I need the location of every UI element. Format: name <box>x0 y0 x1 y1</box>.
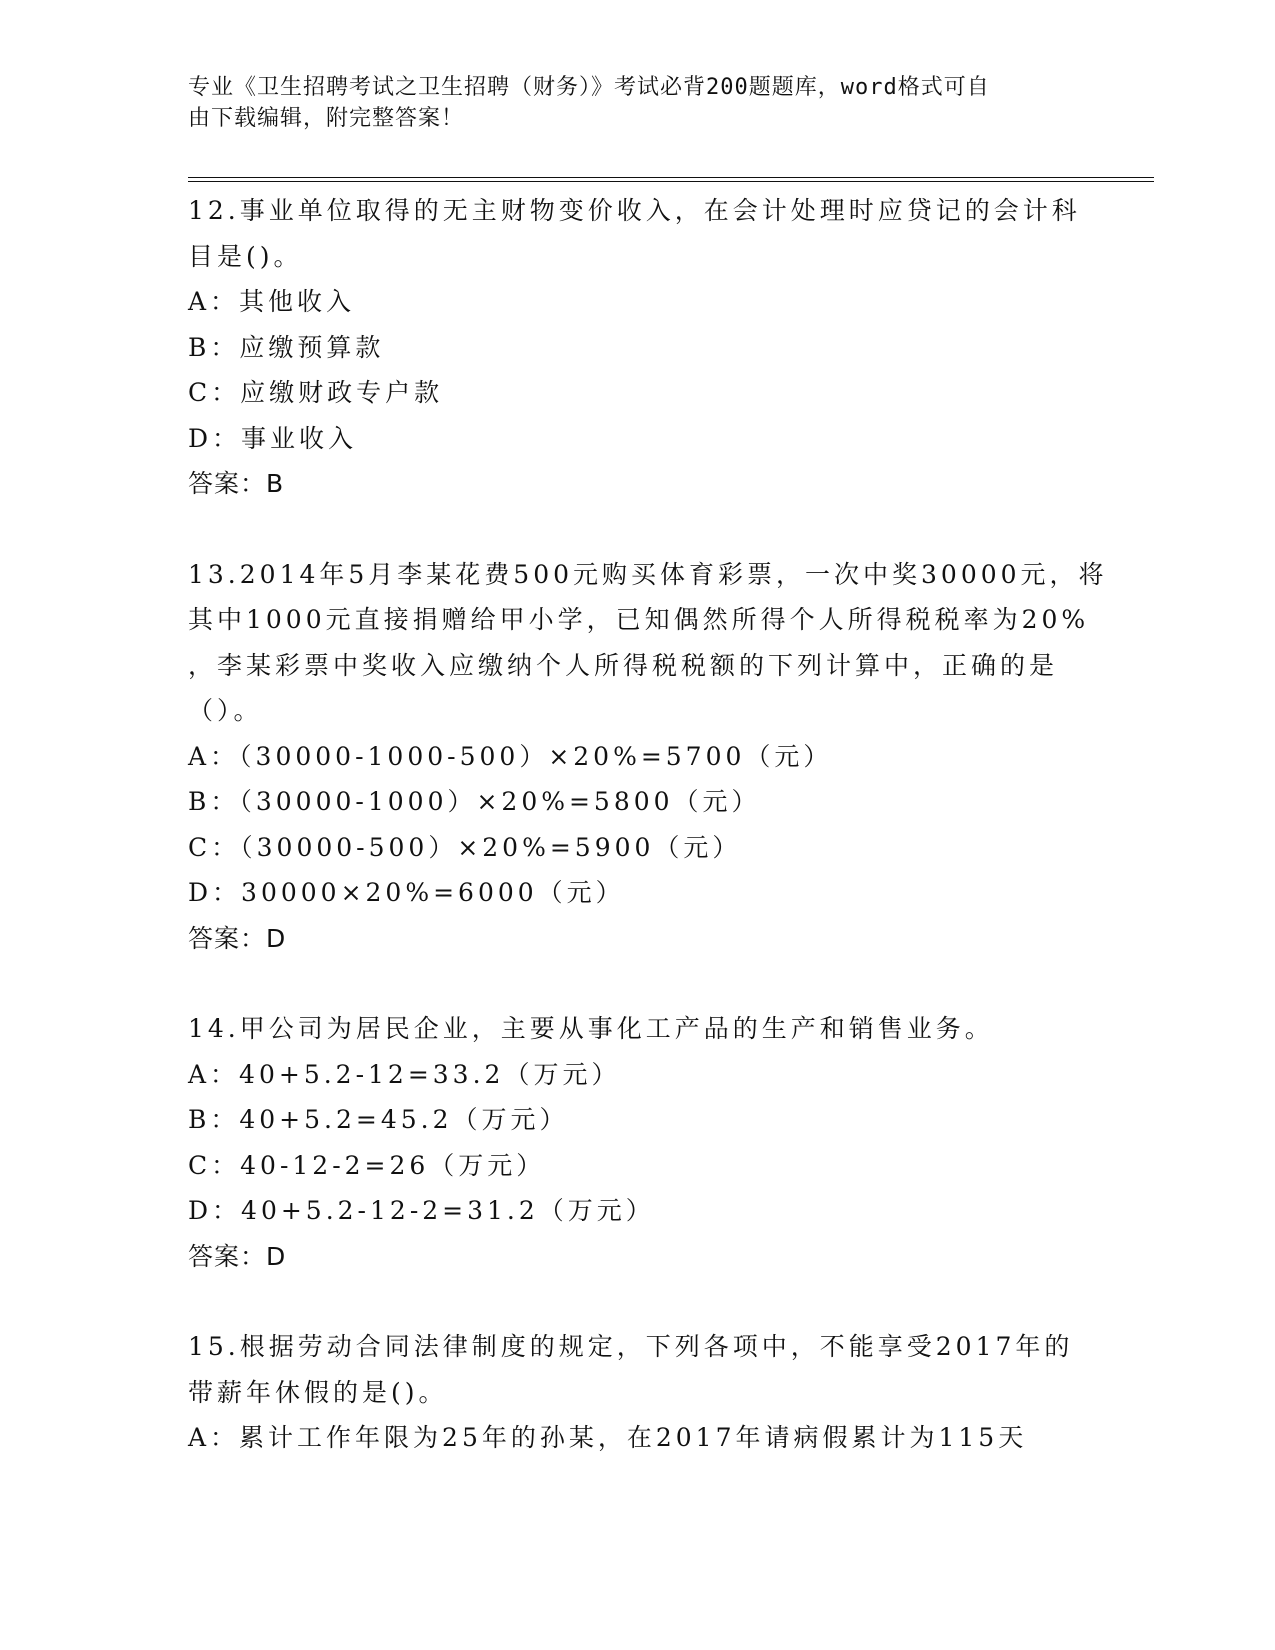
option-d: D：30000×20%=6000（元） <box>188 878 625 907</box>
header-line-1: 专业《卫生招聘考试之卫生招聘（财务）》考试必背200题题库，word格式可自 <box>188 75 990 100</box>
header-divider <box>188 177 1154 182</box>
question-13 <box>188 552 1108 962</box>
option-a: A：40+5.2-12=33.2（万元） <box>188 1059 621 1089</box>
question-list <box>188 188 1108 1461</box>
option-d: D：事业收入 <box>188 423 358 453</box>
document-header <box>188 72 1068 134</box>
question-stem: 其中1000元直接捐赠给甲小学，已知偶然所得个人所得税税率为20% <box>188 605 1090 634</box>
question-12 <box>188 188 1088 507</box>
question-stem: 目是()。 <box>188 241 303 271</box>
option-b: B：应缴预算款 <box>188 332 385 362</box>
question-stem: ，李某彩票中奖收入应缴纳个人所得税税额的下列计算中，正确的是 <box>188 650 1059 680</box>
option-d: D：40+5.2-12-2=31.2（万元） <box>188 1196 655 1225</box>
option-c: C：40-12-2=26（万元） <box>188 1150 546 1180</box>
question-15 <box>188 1324 1088 1461</box>
question-stem: 14.甲公司为居民企业，主要从事化工产品的生产和销售业务。 <box>188 1014 994 1043</box>
option-b: B：40+5.2=45.2（万元） <box>188 1105 569 1134</box>
answer-label: 答案：D <box>188 1241 287 1271</box>
question-stem: 12.事业单位取得的无主财物变价收入，在会计处理时应贷记的会计科 <box>188 196 1081 225</box>
option-b: B：（30000-1000）×20%=5800（元） <box>188 787 761 816</box>
question-stem: （）。 <box>188 696 263 725</box>
question-stem: 带薪年休假的是()。 <box>188 1377 448 1407</box>
option-a: A：其他收入 <box>188 287 356 316</box>
question-stem: 13.2014年5月李某花费500元购买体育彩票，一次中奖30000元，将 <box>188 559 1108 589</box>
option-a: A：累计工作年限为25年的孙某，在2017年请病假累计为115天 <box>188 1423 1028 1452</box>
answer-label: 答案：B <box>188 469 285 498</box>
option-a: A：（30000-1000-500）×20%=5700（元） <box>188 741 833 771</box>
header-line-2: 由下载编辑，附完整答案！ <box>188 106 465 131</box>
answer-label: 答案：D <box>188 923 287 953</box>
question-14 <box>188 1006 1088 1279</box>
question-stem: 15.根据劳动合同法律制度的规定，下列各项中，不能享受2017年的 <box>188 1332 1074 1361</box>
option-c: C：（30000-500）×20%=5900（元） <box>188 832 742 862</box>
option-c: C：应缴财政专户款 <box>188 378 444 407</box>
